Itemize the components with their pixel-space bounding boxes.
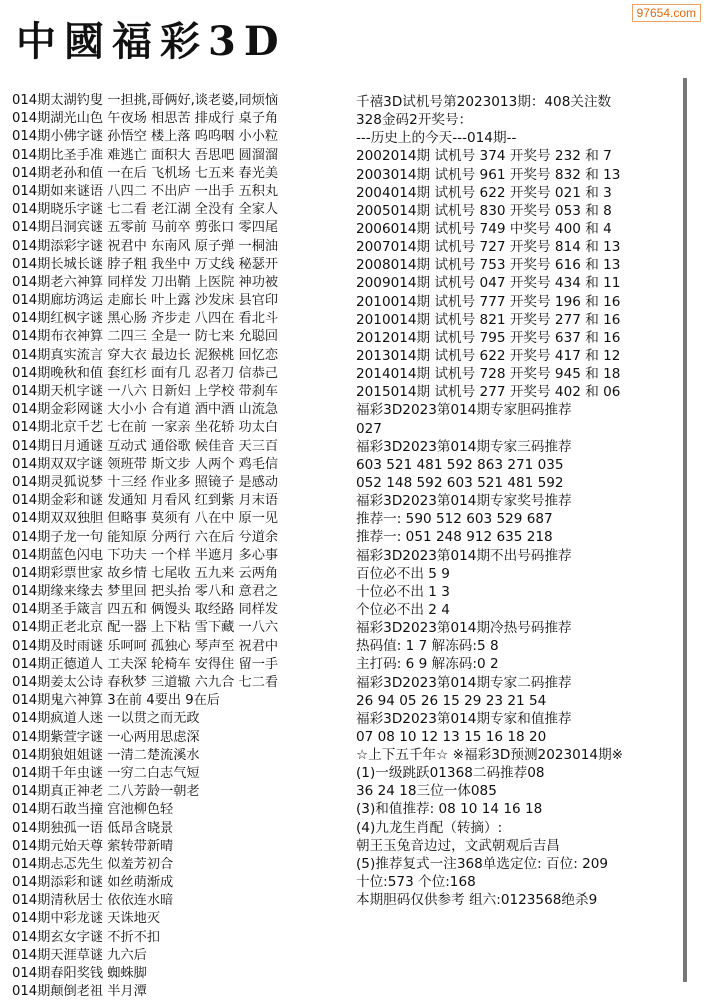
info-line: 2009014期 试机号 047 开奖号 434 和 11 — [356, 275, 621, 292]
riddle-line: 014期晚秋和值 套红杉 面有几 忍者刀 信恭己 — [12, 365, 279, 381]
riddle-line: 014期颠倒老祖 半月潭 — [12, 984, 147, 1000]
info-line: (4)九龙生肖配（转摘）: — [356, 819, 503, 836]
info-line: ---历史上的今天---014期-- — [356, 130, 517, 147]
info-line: 福彩3D2023第014期专家胆码推荐 — [356, 402, 572, 419]
info-line: 热码值: 1 7 解冻码:5 8 — [356, 638, 499, 655]
info-line: 2012014期 试机号 795 开奖号 637 和 16 — [356, 329, 621, 346]
header-title: 中國福彩3D — [16, 20, 287, 60]
riddle-line: 014期圣手箴言 四五和 俩馒头 取经路 同样发 — [12, 602, 279, 618]
riddle-line: 014期如来谜语 八四二 不出庐 一出手 五积丸 — [12, 183, 279, 199]
site-watermark: 97654.com — [632, 4, 701, 22]
riddle-line: 014期红枫字谜 黑心肠 齐步走 八四在 看北斗 — [12, 311, 279, 327]
info-line: 052 148 592 603 521 481 592 — [356, 474, 564, 491]
riddle-line: 014期蓝色闪电 下功夫 一个样 半遮月 多心事 — [12, 547, 279, 563]
riddle-line: 014期清秋居士 依依连水暗 — [12, 893, 174, 909]
riddle-line: 014期小佛字谜 孙悟空 楼上落 呜呜咽 小小粒 — [12, 129, 279, 145]
scrollbar[interactable] — [683, 78, 687, 982]
info-line: (3)和值推荐: 08 10 14 16 18 — [356, 801, 543, 818]
info-line: 福彩3D2023第014期专家二码推荐 — [356, 674, 572, 691]
right-history-column — [356, 93, 678, 909]
info-line: 千禧3D试机号第2023013期：408关注数 — [356, 94, 612, 110]
riddle-line: 014期北京千艺 七在前 一家亲 坐花轿 功太白 — [12, 420, 279, 436]
info-line: 十位:573 个位:168 — [356, 874, 476, 891]
info-line: 福彩3D2023第014期专家和值推荐 — [356, 710, 572, 727]
riddle-line: 014期元始天尊 萦转带新晴 — [12, 838, 174, 854]
riddle-line: 014期布衣神算 二四三 全是一 防七来 允聪回 — [12, 329, 279, 345]
info-line: 2008014期 试机号 753 开奖号 616 和 13 — [356, 257, 621, 274]
info-line: 本期胆码仅供参考 组六:0123568绝杀9 — [356, 892, 598, 909]
info-line: 福彩3D2023第014期专家奖号推荐 — [356, 493, 572, 510]
info-line: 朝王玉兔音边过，文武朝观后吉昌 — [356, 837, 560, 854]
info-line: 603 521 481 592 863 271 035 — [356, 456, 564, 473]
info-line: (1)一级跳跃01368二码推荐08 — [356, 765, 545, 782]
info-line: 26 94 05 26 15 29 23 21 54 — [356, 692, 547, 709]
riddle-line: 014期真实流言 穿大衣 最边长 泥猴桃 回忆恋 — [12, 347, 279, 363]
riddle-line: 014期太湖钓叟 一担挑,哥俩好,谈老婆,同烦恼 — [12, 93, 279, 108]
info-line: 2015014期 试机号 277 开奖号 402 和 06 — [356, 384, 621, 401]
info-line: 027 — [356, 420, 382, 437]
riddle-line: 014期吕洞宾谜 五零前 马前卒 剪张口 零四尾 — [12, 220, 279, 236]
riddle-line: 014期双双独胆 但略事 莫须有 八在中 原一见 — [12, 511, 279, 527]
riddle-line: 014期紫萱字谜 一心两用思虑深 — [12, 729, 200, 745]
info-line: 2014014期 试机号 728 开奖号 945 和 18 — [356, 366, 621, 383]
riddle-line: 014期中彩龙谜 天诛地灭 — [12, 911, 161, 927]
riddle-line: 014期忐忑先生 似羞芳初合 — [12, 856, 174, 872]
info-line: 36 24 18三位一体085 — [356, 783, 497, 800]
riddle-line: 014期长城长谜 脖子粗 我坐中 万丈线 秘瑟开 — [12, 256, 279, 272]
riddle-line: 014期姜太公诗 春秋梦 三道辙 六九合 七二看 — [12, 675, 279, 690]
riddle-line: 014期疯道人迷 一以贯之而无政 — [12, 711, 200, 727]
info-line: (5)推荐复式一注368单选定位: 百位: 209 — [356, 855, 609, 872]
info-line: 328金码2开奖号： — [356, 112, 473, 129]
riddle-line: 014期比圣手准 难逃亡 面积大 吾思吧 圆溜溜 — [12, 147, 279, 163]
info-line: 个位必不出 2 4 — [356, 601, 450, 618]
riddle-line: 014期晓乐字谜 七二看 老江湖 全没有 全家人 — [12, 202, 279, 218]
info-line: 2006014期 试机号 749 中奖号 400 和 4 — [356, 220, 612, 237]
riddle-line: 014期真正神老 二八芳龄一朝老 — [12, 784, 200, 800]
riddle-line: 014期鬼六神算 3在前 4要出 9在后 — [12, 693, 220, 709]
info-line: 2002014期 试机号 374 开奖号 232 和 7 — [356, 148, 612, 165]
info-line: ☆上下五千年☆ ※福彩3D预测2023014期※ — [356, 747, 624, 764]
riddle-line: 014期灵狐说梦 十三经 作业多 照镜子 是感动 — [12, 474, 279, 490]
page-header — [16, 20, 356, 60]
riddle-line: 014期双双字谜 领班带 斯文步 人两个 鸡毛信 — [12, 456, 279, 472]
info-line: 主打码: 6 9 解冻码:0 2 — [356, 656, 499, 673]
info-line: 2010014期 试机号 821 开奖号 277 和 16 — [356, 311, 621, 328]
riddle-line: 014期缘来缘去 梦里回 把头抬 零八和 意君之 — [12, 584, 279, 600]
riddle-line: 014期正老北京 配一器 上下粘 雪下藏 一八六 — [12, 620, 279, 636]
info-line: 2010014期 试机号 777 开奖号 196 和 16 — [356, 293, 621, 310]
riddle-line: 014期老六神算 同样发 刀出鞘 上医院 神功被 — [12, 274, 279, 290]
riddle-line: 014期狼姐姐谜 一清二楚流溪水 — [12, 747, 200, 763]
riddle-line: 014期春阳奖钱 蜘蛛脚 — [12, 966, 147, 981]
riddle-line: 014期日月通谜 互动式 通俗歌 候佳音 天三百 — [12, 438, 279, 454]
riddle-line: 014期彩票世家 故乡情 七尾收 五九来 云两角 — [12, 565, 279, 581]
riddle-line: 014期天涯草谜 九六后 — [12, 947, 147, 963]
riddle-line: 014期子龙一句 能知原 分两行 六在后 兮道余 — [12, 529, 279, 545]
info-line: 2003014期 试机号 961 开奖号 832 和 13 — [356, 166, 621, 183]
info-line: 2007014期 试机号 727 开奖号 814 和 13 — [356, 239, 621, 256]
riddle-line: 014期湖光山色 午夜场 相思苦 排成行 桌子角 — [12, 111, 279, 127]
info-line: 2005014期 试机号 830 开奖号 053 和 8 — [356, 202, 612, 219]
info-line: 福彩3D2023第014期专家三码推荐 — [356, 438, 572, 455]
riddle-line: 014期天机字谜 一八六 日新妇 上学校 带刹车 — [12, 384, 279, 399]
riddle-line: 014期千年虫谜 一穷二白志气短 — [12, 765, 200, 781]
riddle-line: 014期添彩和谜 如丝萌渐成 — [12, 875, 174, 891]
riddle-line: 014期独孤一语 低昂含晓景 — [12, 820, 174, 836]
riddle-line: 014期及时雨谜 乐呵呵 孤独心 琴声至 祝君中 — [12, 638, 279, 654]
info-line: 福彩3D2023第014期冷热号码推荐 — [356, 620, 572, 637]
riddle-line: 014期添彩字谜 祝君中 东南风 原子弹 一桐油 — [12, 238, 279, 254]
info-line: 百位必不出 5 9 — [356, 565, 450, 582]
left-riddle-column — [12, 92, 350, 1001]
info-line: 十位必不出 1 3 — [356, 583, 450, 600]
riddle-line: 014期正德道人 工夫深 轮椅车 安得住 留一手 — [12, 656, 279, 672]
riddle-line: 014期石敢当撞 宫池柳色轻 — [12, 802, 174, 818]
riddle-line: 014期金彩网谜 大小小 合有道 酒中酒 山流急 — [12, 402, 279, 418]
info-line: 2013014期 试机号 622 开奖号 417 和 12 — [356, 347, 621, 364]
info-line: 2004014期 试机号 622 开奖号 021 和 3 — [356, 184, 612, 201]
info-line: 福彩3D2023第014期不出号码推荐 — [356, 547, 572, 564]
info-line: 推荐一: 051 248 912 635 218 — [356, 529, 553, 546]
info-line: 推荐一: 590 512 603 529 687 — [356, 511, 553, 528]
riddle-line: 014期金彩和谜 发通知 月看风 红到紫 月末语 — [12, 493, 279, 509]
info-line: 07 08 10 12 13 15 16 18 20 — [356, 728, 547, 745]
riddle-line: 014期老孙和值 一在后 飞机场 七五来 春光美 — [12, 165, 279, 181]
riddle-line: 014期玄女字谜 不折不扣 — [12, 929, 161, 945]
riddle-line: 014期廊坊鸿运 走廊长 叶上露 沙发床 县官印 — [12, 293, 279, 309]
